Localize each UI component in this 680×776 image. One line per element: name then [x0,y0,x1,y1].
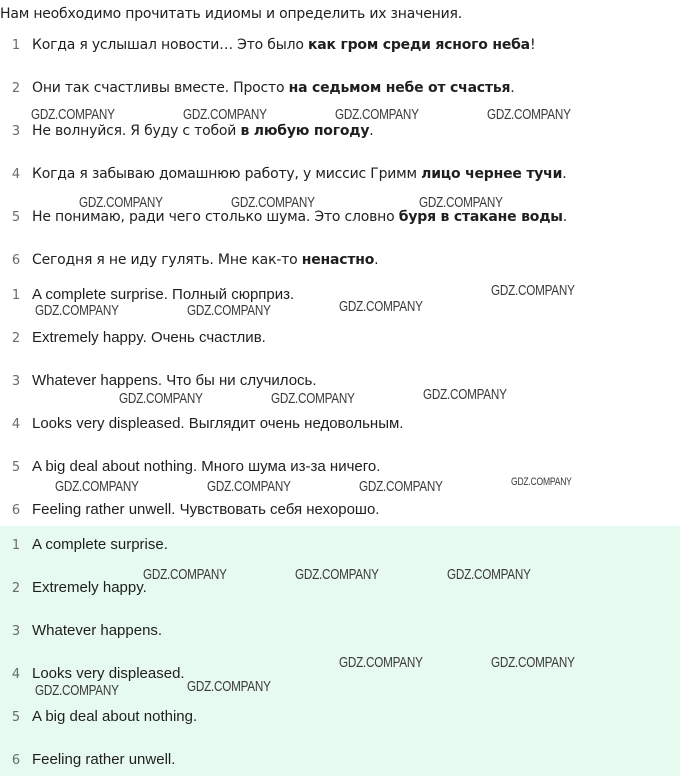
idiom-phrase: в любую погоду [240,123,370,139]
idiom-phrase: лицо чернее тучи [421,166,563,182]
item-number: 1 [11,537,21,553]
item-number: 5 [11,459,21,475]
meaning-item [0,327,266,349]
watermark: GDZ.COMPANY [359,478,443,495]
watermark: GDZ.COMPANY [491,654,575,671]
watermark: GDZ.COMPANY [35,302,119,319]
item-number: 1 [11,287,21,303]
task-instruction: Нам необходимо прочитать идиомы и определить их значения. [0,6,462,22]
answer-text: A complete surprise. [32,536,168,553]
item-number: 3 [11,623,21,639]
idiom-phrase: буря в стакане воды [398,209,563,225]
watermark: GDZ.COMPANY [447,566,531,583]
item-number: 2 [11,80,21,96]
answer-item [0,706,197,728]
answer-item [0,620,162,642]
meaning-item [0,413,403,435]
watermark: GDZ.COMPANY [79,194,163,211]
watermark: GDZ.COMPANY [419,194,503,211]
answer-text: A big deal about nothing. [32,708,198,725]
watermark: GDZ.COMPANY [119,390,203,407]
watermark: GDZ.COMPANY [231,194,315,211]
item-number: 3 [11,373,21,389]
item-number: 6 [11,752,21,768]
watermark: GDZ.COMPANY [55,478,139,495]
meaning-text: Feeling rather unwell. Чувствовать себя нехорошо. [32,501,380,518]
watermark: GDZ.COMPANY [183,106,267,123]
watermark: GDZ.COMPANY [339,298,423,315]
watermark: GDZ.COMPANY [487,106,571,123]
watermark: GDZ.COMPANY [187,302,271,319]
answer-text: Feeling rather unwell. [32,751,176,768]
idiom-sentence: Когда я услышал новости… Это было как гром среди ясного неба! [32,37,536,53]
idiom-phrase: на седьмом небе от счастья [288,80,511,96]
watermark: GDZ.COMPANY [491,282,575,299]
watermark: GDZ.COMPANY [143,566,227,583]
answer-text: Whatever happens. [32,622,163,639]
watermark: GDZ.COMPANY [187,678,271,695]
item-number: 2 [11,330,21,346]
item-number: 4 [11,166,21,182]
meaning-item [0,499,379,521]
idiom-sentence: Сегодня я не иду гулять. Мне как-то ненастно. [32,252,379,268]
item-number: 5 [11,209,21,225]
idiom-phrase: как гром среди ясного неба [307,37,530,53]
meaning-item [0,456,380,478]
idiom-item [0,34,535,56]
item-number: 6 [11,502,21,518]
idiom-item [0,249,378,271]
idiom-sentence: Не волнуйся. Я буду с тобой в любую погоду. [32,123,374,139]
item-number: 6 [11,252,21,268]
answer-text: Looks very displeased. [32,665,185,682]
meaning-text: Extremely happy. Очень счастлив. [32,329,266,346]
answer-block [0,526,680,776]
watermark: GDZ.COMPANY [335,106,419,123]
watermark: GDZ.COMPANY [31,106,115,123]
watermark: GDZ.COMPANY [339,654,423,671]
answer-item [0,577,147,599]
meaning-text: A complete surprise. Полный сюрприз. [32,286,295,303]
answer-text: Extremely happy. [32,579,147,596]
idiom-sentence: Когда я забываю домашнюю работу, у миссис Гримм лицо чернее тучи. [32,166,567,182]
idiom-item [0,120,374,142]
meaning-item [0,370,317,392]
watermark: GDZ.COMPANY [271,390,355,407]
item-number: 2 [11,580,21,596]
watermark: GDZ.COMPANY [295,566,379,583]
meaning-text: A big deal about nothing. Много шума из-за ничего. [32,458,381,475]
item-number: 4 [11,666,21,682]
meaning-text: Whatever happens. Что бы ни случилось. [32,372,317,389]
item-number: 5 [11,709,21,725]
idiom-phrase: ненастно [301,252,375,268]
idiom-sentence: Не понимаю, ради чего столько шума. Это словно буря в стакане воды. [32,209,568,225]
watermark: GDZ.COMPANY [511,476,572,488]
idiom-sentence: Они так счастливы вместе. Просто на седьмом небе от счастья. [32,80,515,96]
idiom-item [0,77,515,99]
item-number: 1 [11,37,21,53]
watermark: GDZ.COMPANY [35,682,119,699]
watermark: GDZ.COMPANY [207,478,291,495]
item-number: 4 [11,416,21,432]
idiom-item [0,163,566,185]
item-number: 3 [11,123,21,139]
watermark: GDZ.COMPANY [423,386,507,403]
meaning-text: Looks very displeased. Выглядит очень недовольным. [32,415,404,432]
answer-item [0,749,175,771]
answer-item [0,534,168,556]
